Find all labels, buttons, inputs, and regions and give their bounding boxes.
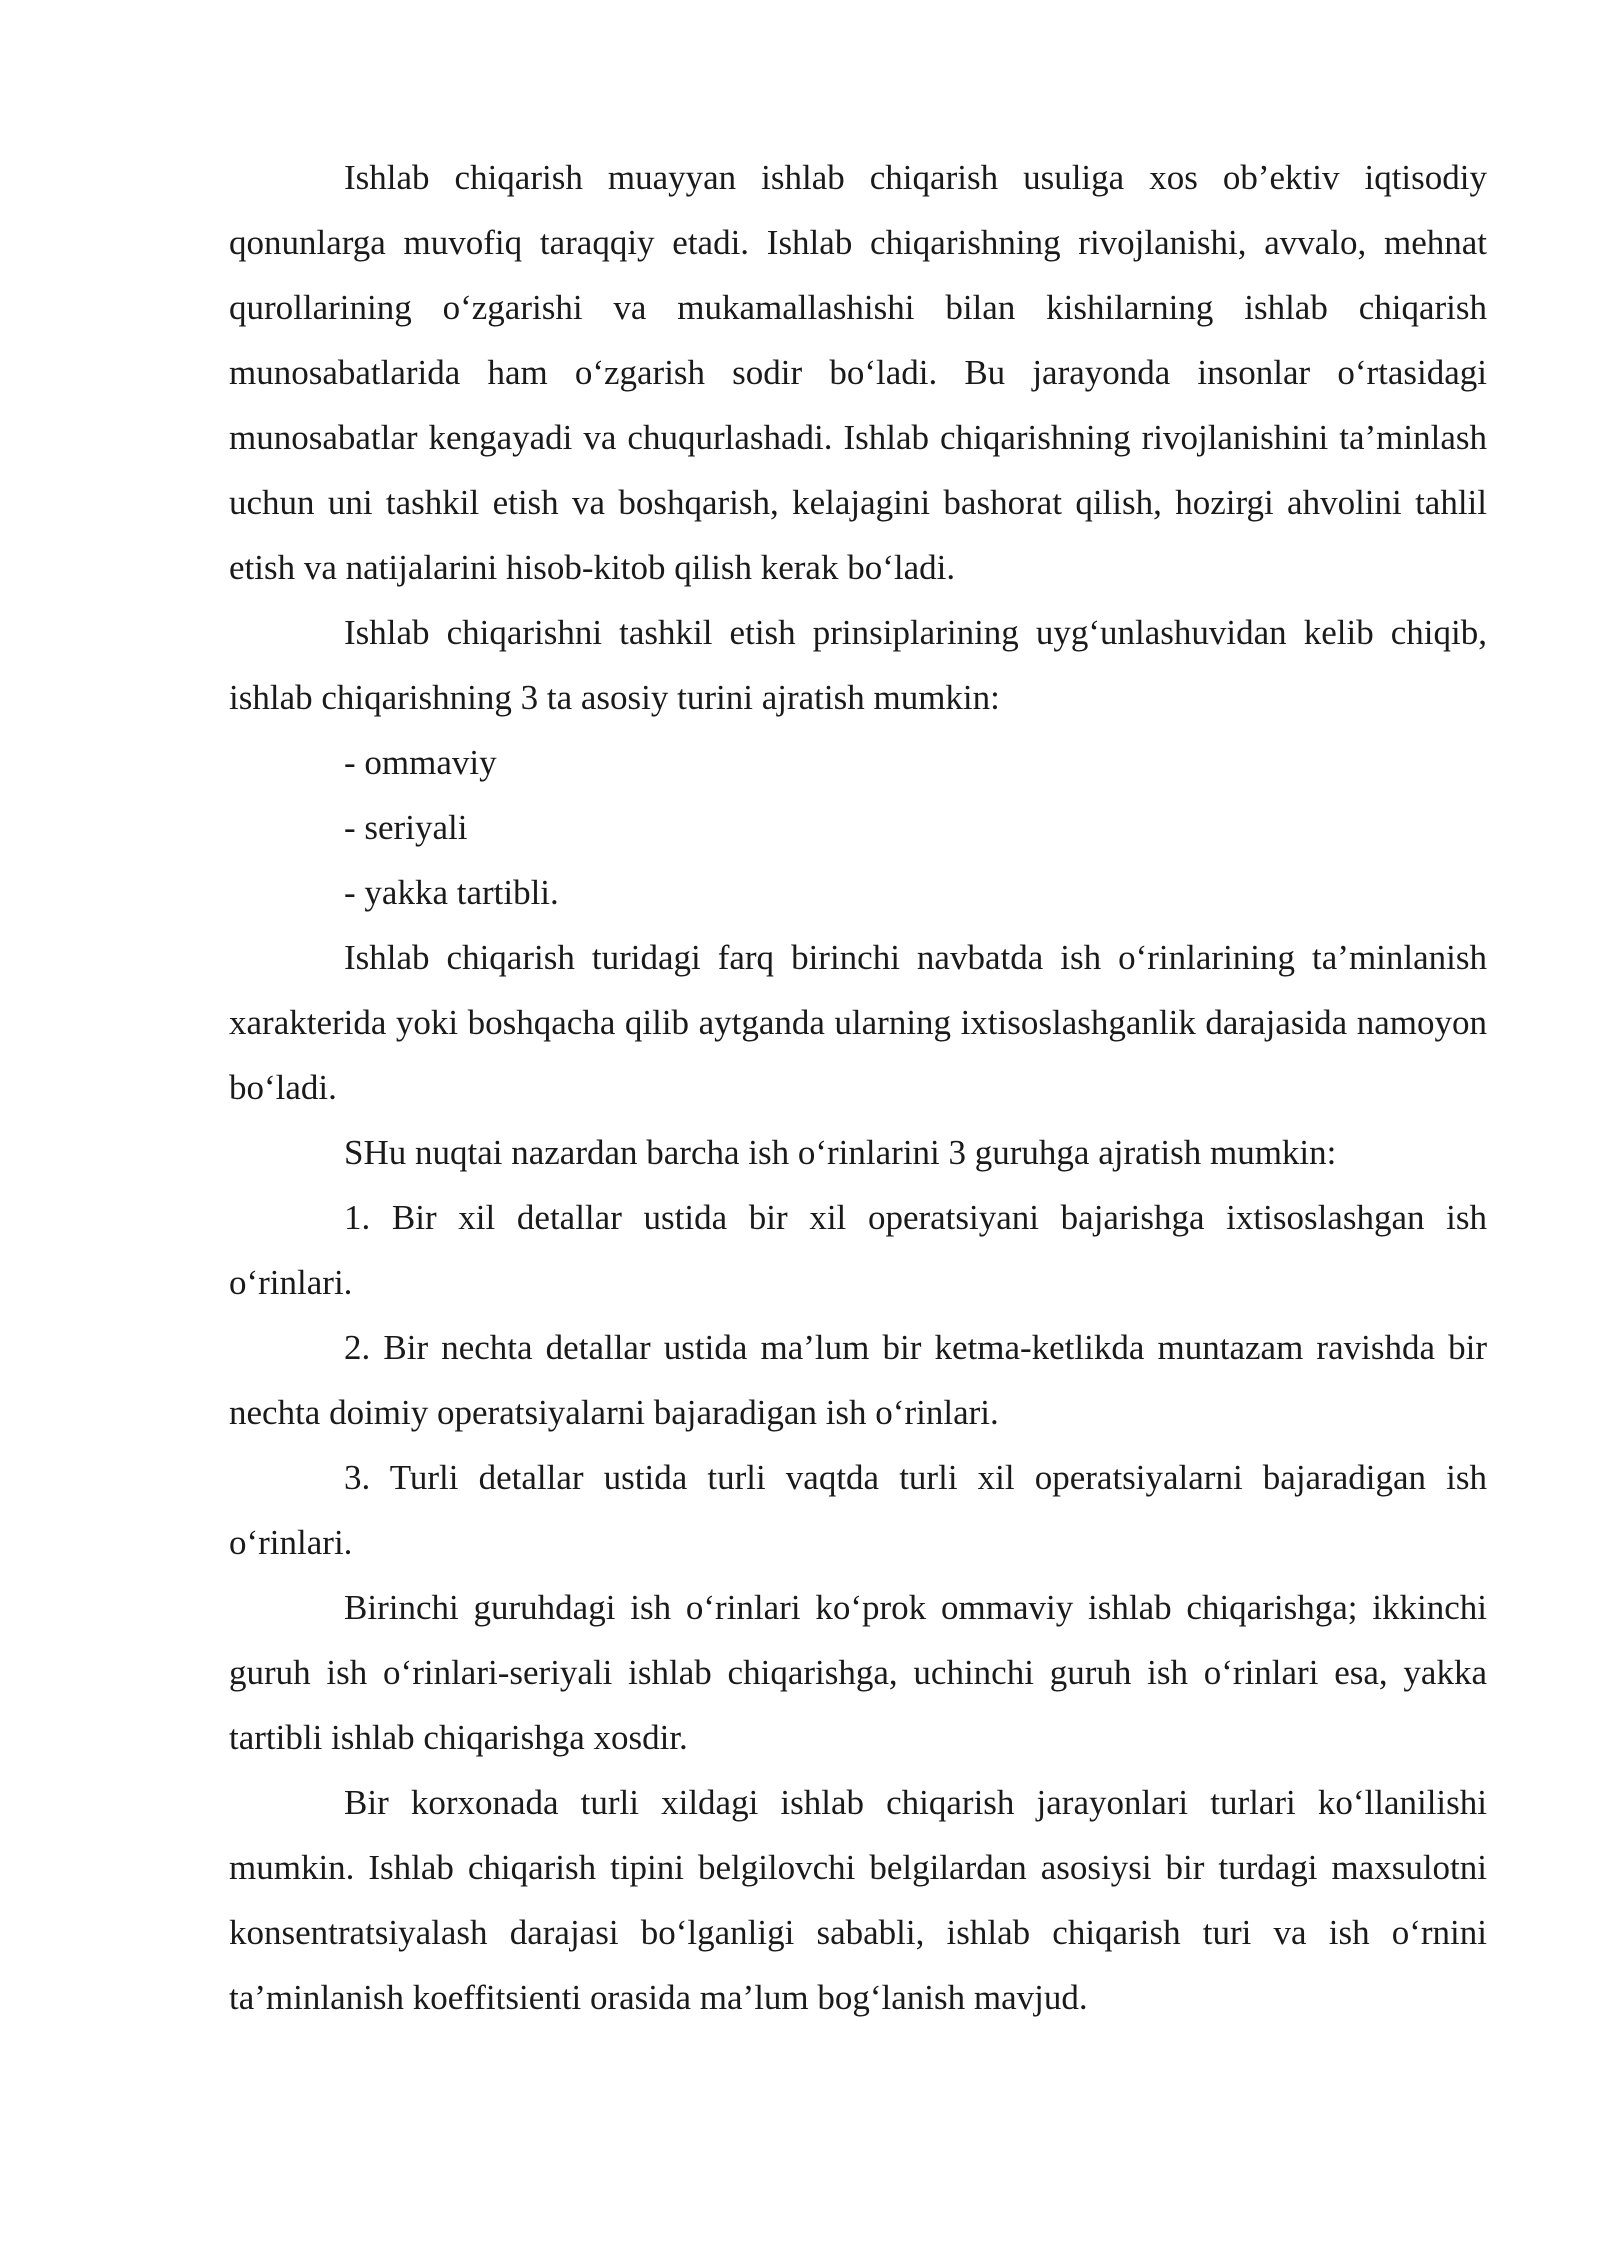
list-item-mass: - ommaviy — [344, 743, 497, 782]
paragraph-production-types-intro: Ishlab chiqarishni tashkil etish prinsiplarining uyg‘unlashuvidan kelib chiqib, ishlab chiqarishning 3 ta asosiy turini ajratish mumkin: — [229, 613, 1487, 717]
document-body — [229, 145, 1487, 2030]
paragraph-enterprise-processes: Bir korxonada turli xildagi ishlab chiqarish jarayonlari turlari ko‘llanilishi mumkin. Ishlab chiqarish tipini belgilovchi belgilardan asosiysi bir turdagi maxsulotni konsentratsiyalash darajasi bo‘lganligi sababli, ishlab chiqarish turi va ish o‘rnini ta’minlanish koeffitsienti orasida ma’lum bog‘lanish mavjud. — [229, 1783, 1487, 2017]
paragraph-type-difference: Ishlab chiqarish turidagi farq birinchi navbatda ish o‘rinlarining ta’minlanish xarakterida yoki boshqacha qilib aytganda ularning ixtisoslashganlik darajasida namoyon bo‘ladi. — [229, 938, 1487, 1107]
paragraph-group-3: 3. Turli detallar ustida turli vaqtda turli xil operatsiyalarni bajaradigan ish o‘rinlari. — [229, 1458, 1487, 1562]
paragraph-group-1: 1. Bir xil detallar ustida bir xil operatsiyani bajarishga ixtisoslashgan ish o‘rinlari. — [229, 1198, 1487, 1302]
list-item-serial: - seriyali — [344, 808, 468, 847]
paragraph-production-laws: Ishlab chiqarish muayyan ishlab chiqarish usuliga xos ob’ektiv iqtisodiy qonunlarga muvofiq taraqqiy etadi. Ishlab chiqarishning rivojlanishi, avvalo, mehnat qurollarining o‘zgarishi va mukamallashishi bilan kishilarning ishlab chiqarish munosabatlarida ham o‘zgarish sodir bo‘ladi. Bu jarayonda insonlar o‘rtasidagi munosabatlar kengayadi va chuqurlashadi. Ishlab chiqarishning rivojlanishini ta’minlash uchun uni tashkil etish va boshqarish, kelajagini bashorat qilish, hozirgi ahvolini tahlil etish va natijalarini hisob-kitob qilish kerak bo‘ladi. — [229, 158, 1487, 587]
paragraph-group-mapping: Birinchi guruhdagi ish o‘rinlari ko‘prok ommaviy ishlab chiqarishga; ikkinchi guruh ish o‘rinlari-seriyali ishlab chiqarishga, uchinchi guruh ish o‘rinlari esa, yakka tartibli ishlab chiqarishga xosdir. — [229, 1588, 1487, 1757]
list-item-single: - yakka tartibli. — [344, 873, 559, 912]
paragraph-group-2: 2. Bir nechta detallar ustida ma’lum bir ketma-ketlikda muntazam ravishda bir nechta doimiy operatsiyalarni bajaradigan ish o‘rinlari. — [229, 1328, 1487, 1432]
paragraph-workplace-groups-intro: SHu nuqtai nazardan barcha ish o‘rinlarini 3 guruhga ajratish mumkin: — [344, 1133, 1337, 1172]
